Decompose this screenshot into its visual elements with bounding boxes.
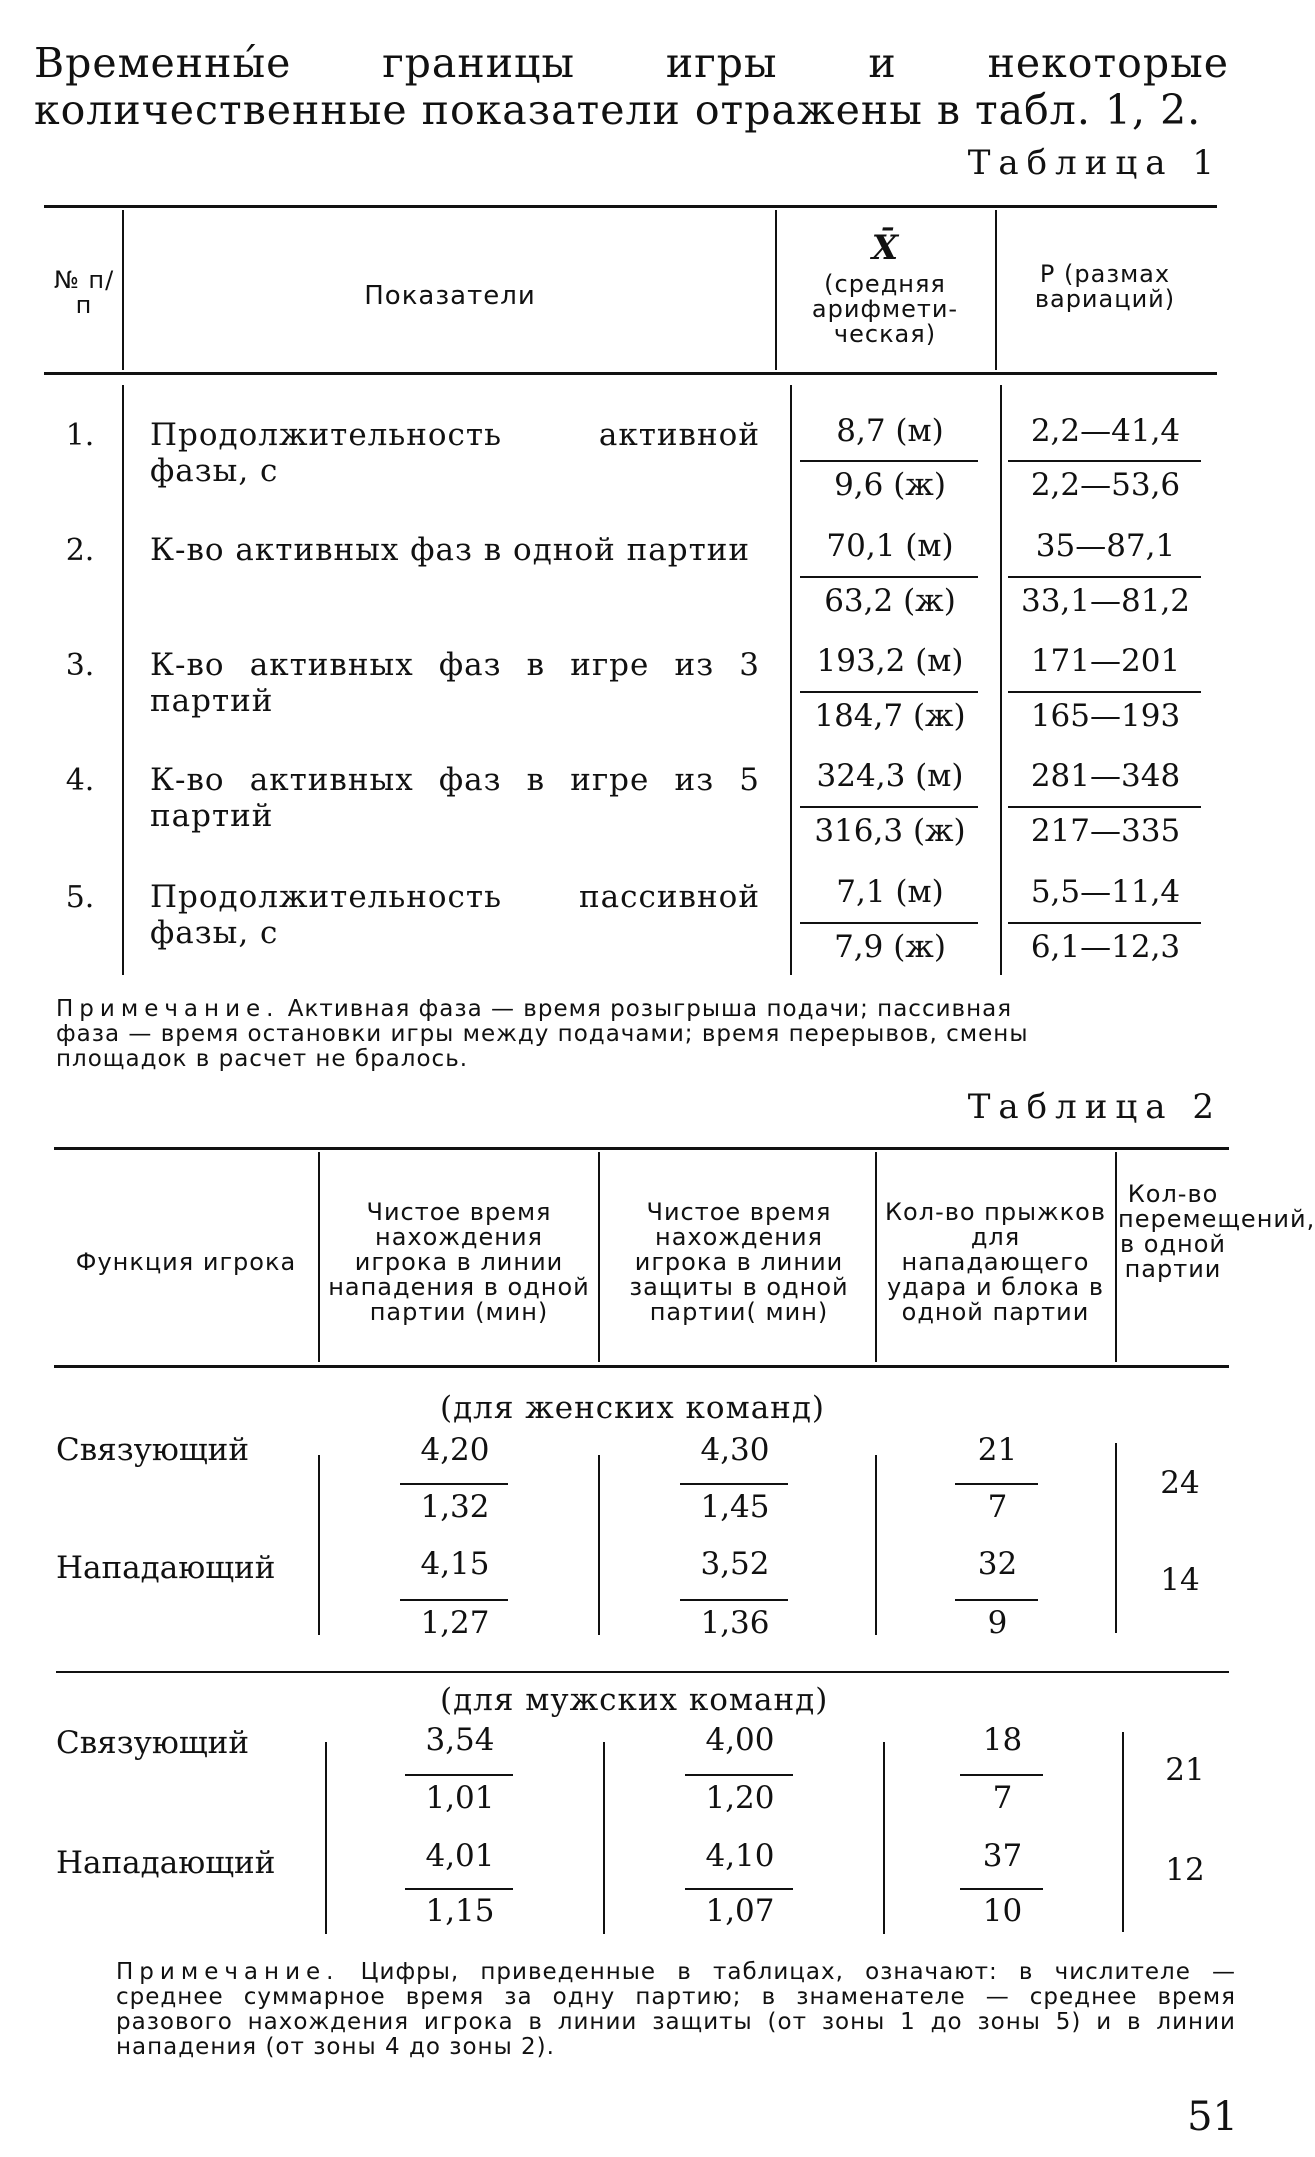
table2-jumps-den: 10 bbox=[982, 1893, 1023, 1929]
table2-jumps-den: 7 bbox=[992, 1780, 1013, 1816]
table2-header-jumps: Кол-во прыжков для нападающего удара и блока в одной партии bbox=[885, 1198, 1106, 1326]
table1-mean-male: 193,2 (м) bbox=[816, 643, 964, 679]
table2-jumps-num: 32 bbox=[977, 1546, 1018, 1582]
table2-attack-num: 4,15 bbox=[420, 1546, 490, 1582]
table2-header-moves: Кол-во перемещений, в одной партии bbox=[1118, 1180, 1315, 1283]
table1-header-mean-symbol: X̄ bbox=[871, 228, 899, 268]
table2-role: Связующий bbox=[56, 1432, 250, 1468]
table2-note bbox=[116, 1960, 1236, 2060]
table2-defense-den: 1,36 bbox=[700, 1605, 770, 1641]
table1-mean-female: 184,7 (ж) bbox=[814, 698, 966, 734]
table1-mean-female: 7,9 (ж) bbox=[834, 929, 946, 965]
table1-mean-female: 63,2 (ж) bbox=[824, 583, 956, 619]
table2-defense-num: 3,52 bbox=[700, 1546, 770, 1582]
table1-note bbox=[56, 997, 1076, 1072]
table2-note-lead: Примечание. bbox=[116, 1959, 340, 1985]
table1-caption: Таблица 1 bbox=[967, 143, 1222, 183]
table1-range-male: 281—348 bbox=[1030, 758, 1181, 794]
table2-attack-den: 1,32 bbox=[420, 1489, 490, 1525]
table2-moves: 24 bbox=[1160, 1465, 1200, 1501]
table1-header-indicator: Показатели bbox=[364, 281, 536, 311]
table1-row-label: К-во активных фаз в игре из 3 партий bbox=[150, 647, 760, 719]
table2-group-title: (для мужских команд) bbox=[440, 1682, 829, 1718]
table1-range-female: 165—193 bbox=[1030, 698, 1181, 734]
table2-defense-den: 1,07 bbox=[705, 1893, 775, 1929]
table1-range-male: 5,5—11,4 bbox=[1030, 874, 1181, 910]
table1-row-label: Продолжительность пассивной фазы, с bbox=[150, 879, 760, 951]
table2-attack-num: 4,20 bbox=[420, 1432, 490, 1468]
table1-row-num: 5. bbox=[65, 880, 95, 915]
table1-header-range: Р (размах вариаций) bbox=[1034, 260, 1176, 313]
table2-jumps-den: 7 bbox=[987, 1489, 1008, 1525]
table1-row-num: 1. bbox=[65, 418, 95, 453]
table1-mean-female: 9,6 (ж) bbox=[834, 467, 946, 503]
table2-defense-num: 4,00 bbox=[705, 1722, 775, 1758]
table2-role: Связующий bbox=[56, 1725, 250, 1761]
table2-attack-num: 3,54 bbox=[425, 1722, 495, 1758]
table1-row-label: К-во активных фаз в игре из 5 партий bbox=[150, 762, 760, 834]
table1-row-label: К-во активных фаз в одной партии bbox=[150, 532, 751, 568]
table2-attack-den: 1,15 bbox=[425, 1893, 495, 1929]
table2-note-text: Цифры, приведенные в таблицах, означают: в числителе — среднее суммарное время за одну партию; в знаменателе — среднее время разового нахождения игрока в линии защиты (от зоны 1 до зоны 5) и в линии нападения (от зоны 4 до зоны 2). bbox=[116, 1959, 1236, 2060]
table2-caption: Таблица 2 bbox=[967, 1087, 1222, 1127]
table2-jumps-den: 9 bbox=[987, 1605, 1008, 1641]
table2-moves: 21 bbox=[1165, 1752, 1205, 1788]
table1-mean-male: 324,3 (м) bbox=[816, 758, 964, 794]
table2-attack-den: 1,27 bbox=[420, 1605, 490, 1641]
table1-mean-male: 8,7 (м) bbox=[836, 413, 944, 449]
table1-header-mean: (средняя арифмети-ческая) bbox=[811, 270, 959, 348]
page-number: 51 bbox=[1187, 2094, 1238, 2140]
table2-attack-num: 4,01 bbox=[425, 1838, 495, 1874]
table1-range-female: 2,2—53,6 bbox=[1030, 467, 1181, 503]
table1-mean-male: 7,1 (м) bbox=[836, 874, 944, 910]
table2-defense-num: 4,30 bbox=[700, 1432, 770, 1468]
table2-role: Нападающий bbox=[56, 1550, 276, 1586]
table1-header-num: № п/п bbox=[53, 266, 115, 319]
table2-header-attack-time: Чистое время нахождения игрока в линии нападения в одной партии (мин) bbox=[328, 1198, 590, 1326]
table2-jumps-num: 37 bbox=[982, 1838, 1023, 1874]
table2-group-title: (для женских команд) bbox=[440, 1390, 826, 1426]
table2-attack-den: 1,01 bbox=[425, 1780, 495, 1816]
table1-range-male: 2,2—41,4 bbox=[1030, 413, 1181, 449]
table2-defense-num: 4,10 bbox=[705, 1838, 775, 1874]
table1-range-female: 217—335 bbox=[1030, 813, 1181, 849]
table2-jumps-num: 18 bbox=[982, 1722, 1023, 1758]
table1-row-num: 4. bbox=[65, 763, 95, 798]
table1-note-text: Активная фаза — время розыгрыша подачи; пассивная фаза — время остановки игры между подачами; время перерывов, смены площадок в расчет не бралось. bbox=[56, 996, 1029, 1072]
table1-note-lead: Примечание. bbox=[56, 996, 280, 1022]
table1-row-label: Продолжительность активной фазы, с bbox=[150, 417, 760, 489]
table2-defense-den: 1,20 bbox=[705, 1780, 775, 1816]
table2-defense-den: 1,45 bbox=[700, 1489, 770, 1525]
table1-range-female: 6,1—12,3 bbox=[1030, 929, 1181, 965]
table2-header-defense-time: Чистое время нахождения игрока в линии защиты в одной партии( мин) bbox=[629, 1198, 849, 1326]
table1-row-num: 3. bbox=[65, 648, 95, 683]
table2-role: Нападающий bbox=[56, 1845, 276, 1881]
table1-range-male: 35—87,1 bbox=[1035, 528, 1176, 564]
table2-moves: 14 bbox=[1160, 1562, 1200, 1598]
table1-range-male: 171—201 bbox=[1030, 643, 1181, 679]
table2-jumps-num: 21 bbox=[977, 1432, 1018, 1468]
table1-row-num: 2. bbox=[65, 533, 95, 568]
table1-range-female: 33,1—81,2 bbox=[1020, 583, 1191, 619]
intro-paragraph: Временны́е границы игры и некоторые количественные показатели отражены в табл. 1, 2. bbox=[34, 39, 1229, 134]
table1-mean-male: 70,1 (м) bbox=[826, 528, 954, 564]
table2-header-role: Функция игрока bbox=[75, 1248, 297, 1276]
table2-moves: 12 bbox=[1165, 1852, 1205, 1888]
table1-mean-female: 316,3 (ж) bbox=[814, 813, 966, 849]
